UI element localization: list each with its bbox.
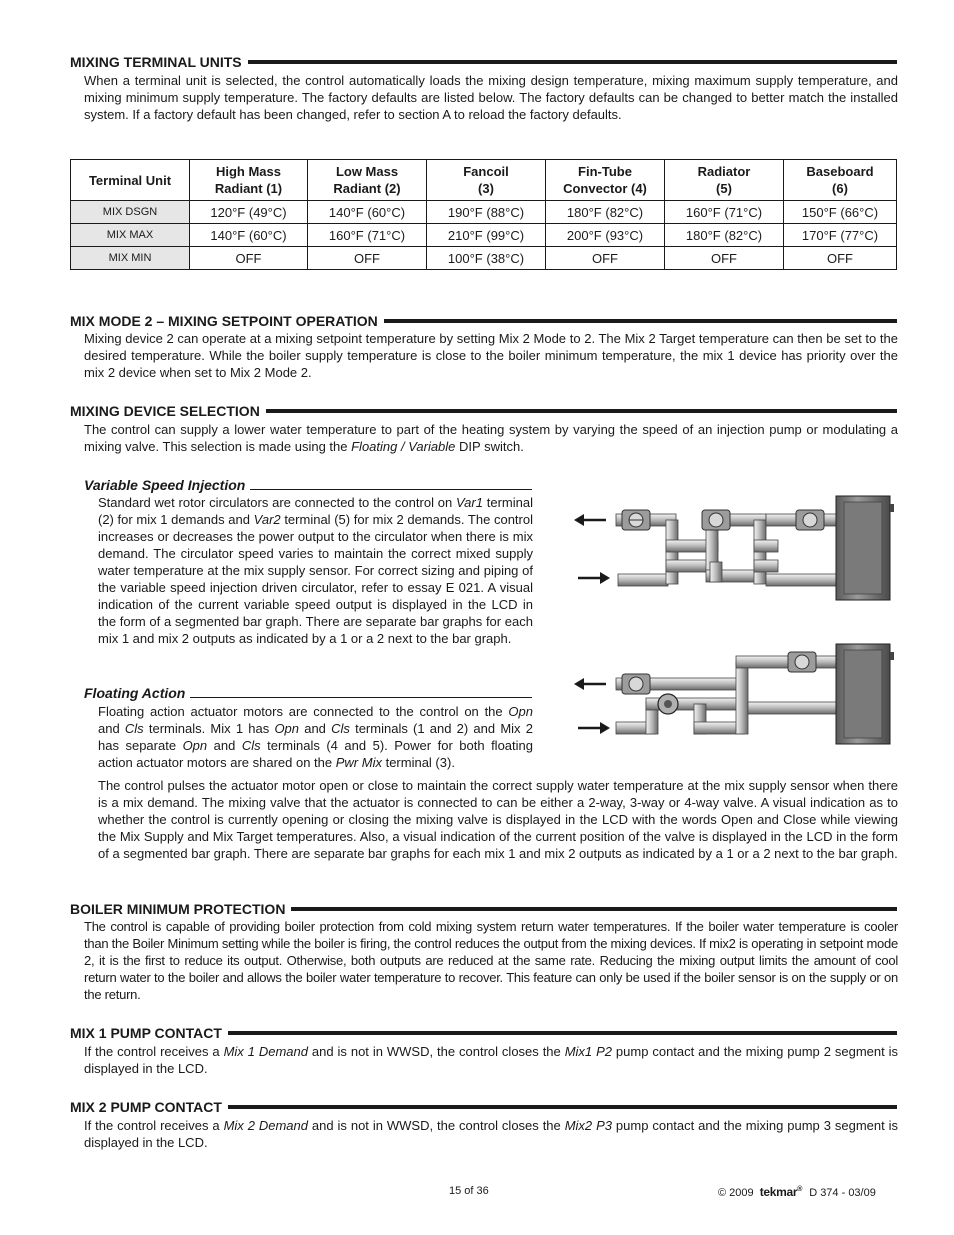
section-heading-mixing-terminal-units	[70, 54, 897, 70]
table-cell: 190°F (88°C)	[427, 201, 546, 224]
variable-speed-injection-diagram	[574, 490, 904, 610]
heading-text: MIX 2 PUMP CONTACT	[70, 1099, 222, 1115]
mixing-valve-icon	[658, 694, 678, 714]
section-heading-mix-mode-2	[70, 313, 897, 329]
tee-fitting-icon	[710, 562, 722, 582]
floating-action-text: Floating action actuator motors are connected to the control on the Opn and Cls terminals. Mix 1 has Opn and Cls terminals (1 and 2) and Mix 2 has separate Opn and Cls terminals (4 and 5). Power for both floating action actuator motors are shared on the Pwr Mix terminal (3).	[98, 704, 533, 770]
table-header-cell: Fancoil (3)	[427, 160, 546, 201]
section-heading-mix-2-pump-contact	[70, 1099, 897, 1115]
table-cell: 150°F (66°C)	[784, 201, 897, 224]
table-header-cell: Low Mass Radiant (2)	[308, 160, 427, 201]
heading-text: BOILER MINIMUM PROTECTION	[70, 901, 286, 917]
mix-mode-2-text: Mixing device 2 can operate at a mixing setpoint temperature by setting Mix 2 Mode to 2. The Mix 2 Target temperature can then be set to the desired temperature. While the boiler supply temperature is close to the boiler minimum temperature, the mix 1 device has priority over the mix 2 device when set to Mix 2 Mode 2.	[84, 331, 898, 380]
table-cell: 170°F (77°C)	[784, 224, 897, 247]
table-cell: 140°F (60°C)	[190, 224, 308, 247]
table-cell: 100°F (38°C)	[427, 247, 546, 270]
boiler-icon	[836, 496, 894, 600]
supply-arrow-left	[574, 514, 606, 526]
mixing-terminal-units-text: When a terminal unit is selected, the control automatically loads the mixing design temperature, mixing maximum supply temperature, and mixing minimum supply temperature. The factory defaults are listed below. The factory defaults can be changed to better match the installed system. If a factory default has been changed, refer to section A to reload the factory defaults.	[84, 73, 898, 122]
table-cell: OFF	[308, 247, 427, 270]
subheading-rule	[190, 697, 532, 698]
section-heading-mixing-device-selection	[70, 403, 897, 419]
subheading-variable-speed-injection	[84, 477, 532, 493]
mixing-device-selection-text: The control can supply a lower water temperature to part of the heating system by varying the speed of an injection pump or modulating a mixing valve. This selection is made using the Floating / Variable DIP switch.	[84, 422, 898, 454]
table-cell: 160°F (71°C)	[665, 201, 784, 224]
table-cell: 120°F (49°C)	[190, 201, 308, 224]
table-cell: OFF	[190, 247, 308, 270]
table-header-cell: Radiator (5)	[665, 160, 784, 201]
heading-text: MIXING DEVICE SELECTION	[70, 403, 260, 419]
mix-2-pump-text: If the control receives a Mix 2 Demand and is not in WWSD, the control closes the Mix2 P3 pump contact and the mixing pump 3 segment is displayed in the LCD.	[84, 1118, 899, 1150]
terminal-unit-table	[70, 159, 897, 270]
copyright-text: © 2009	[718, 1187, 754, 1199]
heading-text: MIX MODE 2 – MIXING SETPOINT OPERATION	[70, 313, 378, 329]
table-header-cell: Fin-Tube Convector (4)	[546, 160, 665, 201]
tekmar-logo: tekmar®	[759, 1185, 803, 1199]
boiler-minimum-text: The control is capable of providing boiler protection from cold mixing system return water temperatures. If the boiler water temperature is cooler than the Boiler Minimum setting while the boiler is firing, the control reduces the output from the mixing devices. If mix2 is operating in setpoint mode 2, it is the first to reduce its output. Otherwise, both outputs are reduced at the same rate. Reducing the mixing output limits the amount of cool return water to the boiler and allows the boiler water temperature to recover. This feature can only be used if the boiler sensor is on the supply or on the return.	[84, 919, 898, 1002]
heading-rule	[384, 319, 897, 323]
mix-1-pump-text: If the control receives a Mix 1 Demand and is not in WWSD, the control closes the Mix1 P2 pump contact and the mixing pump 2 segment is displayed in the LCD.	[84, 1044, 899, 1076]
boiler-pump-icon	[788, 652, 816, 672]
table-row-label: MIX MAX	[71, 224, 190, 247]
boiler-icon	[836, 644, 894, 744]
table-cell: 210°F (99°C)	[427, 224, 546, 247]
table-cell: OFF	[546, 247, 665, 270]
supply-arrow-left	[574, 678, 606, 690]
subheading-text: Floating Action	[84, 685, 186, 701]
table-row	[71, 224, 897, 247]
table-header-cell: Terminal Unit	[71, 160, 190, 201]
table-row	[71, 201, 897, 224]
table-row-label: MIX DSGN	[71, 201, 190, 224]
table-header-cell: High Mass Radiant (1)	[190, 160, 308, 201]
table-cell: 180°F (82°C)	[546, 201, 665, 224]
table-cell: OFF	[784, 247, 897, 270]
page-number: 15 of 36	[449, 1185, 489, 1197]
table-header-row	[71, 160, 897, 201]
heading-rule	[228, 1105, 897, 1109]
table-row-label: MIX MIN	[71, 247, 190, 270]
table-cell: 140°F (60°C)	[308, 201, 427, 224]
return-arrow-right	[578, 722, 610, 734]
section-heading-boiler-minimum-protection	[70, 901, 897, 917]
table-cell: 180°F (82°C)	[665, 224, 784, 247]
table-row	[71, 247, 897, 270]
variable-speed-text: Standard wet rotor circulators are connected to the control on Var1 terminal (2) for mix 1 demands and Var2 terminal (5) for mix 2 demands. The control increases or decreases the power output to the circulator when there is mix demand. The circulator speed varies to maintain the correct mixed supply water temperature at the mix supply sensor. For correct sizing and piping of the variable speed injection driven circulator, refer to essay E 021. A visual indication of the current variable speed output is displayed in the LCD in the form of a segmented bar graph. There are separate bar graphs for each mix 1 and mix 2 outputs as indicated by a 1 or a 2 next to the bar graph.	[98, 495, 533, 646]
mixing-pump-icon	[622, 674, 650, 694]
heading-rule	[291, 907, 897, 911]
mixing-pump-icon	[702, 510, 730, 530]
heading-rule	[266, 409, 897, 413]
heading-text: MIXING TERMINAL UNITS	[70, 54, 242, 70]
subheading-text: Variable Speed Injection	[84, 477, 246, 493]
table-header-cell: Baseboard (6)	[784, 160, 897, 201]
section-heading-mix-1-pump-contact	[70, 1025, 897, 1041]
subheading-rule	[250, 489, 532, 490]
floating-action-diagram	[574, 640, 904, 750]
injection-pump-icon	[622, 510, 650, 530]
document-id: D 374 - 03/09	[809, 1187, 876, 1199]
subheading-floating-action	[84, 685, 532, 701]
table-cell: 200°F (93°C)	[546, 224, 665, 247]
floating-action-text-2: The control pulses the actuator motor open or close to maintain the correct supply water temperature at the mix supply sensor when there is a mix demand. The mixing valve that the actuator is connected to can be either a 2-way, 3-way or 4-way valve. A visual indication as to whether the control is currently opening or closing the mixing valve is displayed in the LCD with the words Open and Close while viewing the Mix Supply and Mix Target temperatures. Also, a visual indication of the current position of the valve is displayed in the LCD in the form of a segmented bar graph. There are separate bar graphs for each mix 1 and mix 2 outputs as indicated by a 1 or a 2 next to the bar graph.	[98, 778, 898, 861]
heading-text: MIX 1 PUMP CONTACT	[70, 1025, 222, 1041]
copyright	[718, 1185, 876, 1199]
table-cell: 160°F (71°C)	[308, 224, 427, 247]
boiler-pump-icon	[796, 510, 824, 530]
heading-rule	[228, 1031, 897, 1035]
return-arrow-right	[578, 572, 610, 584]
table-cell: OFF	[665, 247, 784, 270]
heading-rule	[248, 60, 897, 64]
